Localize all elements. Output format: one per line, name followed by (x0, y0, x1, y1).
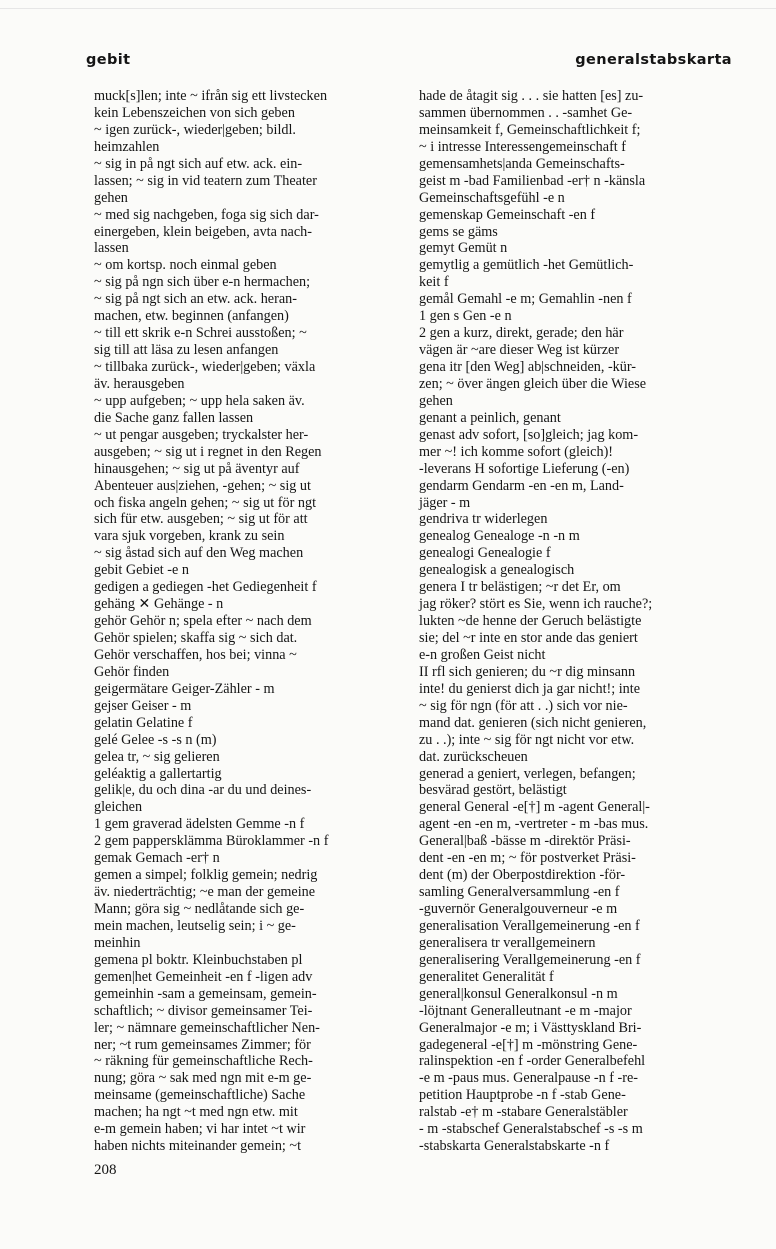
dictionary-line: 2 gen a kurz, direkt, gerade; den här (419, 325, 624, 342)
dictionary-line: Gehör verschaffen, hos bei; vinna ~ (94, 646, 297, 663)
dictionary-line: gemena pl boktr. Kleinbuchstaben pl (94, 951, 303, 968)
dictionary-line: dat. zurückscheuen (419, 748, 528, 765)
dictionary-line: dent -en -en m; ~ för postverket Präsi- (419, 850, 636, 867)
dictionary-line: ~ sig på ngn sich über e-n hermachen; (94, 274, 311, 291)
dictionary-line: ~ igen zurück-, wieder|geben; bildl. (94, 121, 296, 138)
dictionary-line: gleichen (94, 799, 143, 816)
dictionary-line: e-m gemein haben; vi har intet ~t wir (94, 1121, 306, 1138)
dictionary-line: genast adv sofort, [so]gleich; jag kom- (419, 426, 639, 443)
dictionary-line: 1 gen s Gen -e n (419, 308, 512, 325)
dictionary-line: gena itr [den Weg] ab|schneiden, -kür- (419, 359, 637, 375)
page-number: 208 (94, 1162, 117, 1178)
dictionary-line: ~ sig för ngn (för att . .) sich vor nie- (419, 697, 628, 714)
dictionary-line: gemak Gemach -er† n (94, 850, 220, 867)
dictionary-line: besvärad gestört, belästigt (419, 782, 567, 799)
dictionary-line: Gemeinschaftsgefühl -e n (419, 189, 565, 206)
dictionary-line: Abenteuer aus|ziehen, -gehen; ~ sig ut (94, 477, 311, 494)
dictionary-line: general|konsul Generalkonsul -n m (419, 985, 618, 1002)
dictionary-line: einergeben, klein beigeben, avta nach- (94, 223, 312, 240)
dictionary-line: -guvernör Generalgouverneur -e m (419, 901, 618, 917)
dictionary-line: -stabskarta Generalstabskarte -n f (419, 1138, 610, 1155)
dictionary-line: machen; ha ngt ~t med ngn etw. mit (94, 1104, 298, 1121)
dictionary-line: dent (m) der Oberpostdirektion -för- (419, 867, 626, 884)
left-column (94, 88, 402, 1155)
dictionary-line: ~ sig åstad sich auf den Weg machen (94, 545, 304, 562)
dictionary-line: Gehör finden (94, 663, 170, 680)
dictionary-line: lukten ~de henne der Geruch belästigte (419, 613, 642, 630)
dictionary-line: ~ i intresse Interessengemeinschaft f (419, 138, 627, 155)
dictionary-line: gehör Gehör n; spela efter ~ nach dem (94, 613, 312, 630)
dictionary-line: 1 gem graverad ädelsten Gemme -n f (94, 816, 305, 833)
dictionary-line: die Sache ganz fallen lassen (94, 409, 254, 426)
left-guide-word: gebit (86, 52, 131, 68)
dictionary-line: gemenskap Gemeinschaft -en f (419, 206, 596, 223)
dictionary-line: geist m -bad Familienbad -er† n -känsla (419, 172, 646, 189)
dictionary-line: ~ ut pengar ausgeben; tryckalster her- (94, 426, 309, 443)
dictionary-line: gemeinhin -sam a gemeinsam, gemein- (94, 985, 317, 1002)
dictionary-line: gems se gäms (419, 223, 498, 240)
dictionary-line: gemyt Gemüt n (419, 240, 508, 257)
dictionary-line: ~ om kortsp. noch einmal geben (94, 257, 277, 274)
dictionary-line: generalisera tr verallgemeinern (419, 934, 596, 951)
dictionary-line: ~ sig på ngt sich an etw. ack. heran- (94, 291, 297, 308)
dictionary-line: nung; göra ~ sak med ngn mit e-m ge- (94, 1070, 312, 1087)
dictionary-line: samling Generalversammlung -en f (419, 884, 620, 901)
dictionary-line: gelea tr, ~ sig gelieren (94, 748, 220, 765)
dictionary-line: och fiska angeln gehen; ~ sig ut för ngt (94, 494, 317, 511)
dictionary-line: Mann; göra sig ~ nedlåtande sich ge- (94, 901, 305, 917)
dictionary-line: äv. niederträchtig; ~e man der gemeine (94, 884, 316, 901)
dictionary-line: genealog Genealoge -n -n m (419, 528, 580, 545)
dictionary-line: ~ med sig nachgeben, foga sig sich dar- (94, 206, 319, 223)
dictionary-line: generalisation Verallgemeinerung -en f (419, 917, 640, 934)
dictionary-line: gejser Geiser - m (94, 697, 192, 714)
dictionary-line: ner; ~t rum gemeinsames Zimmer; för (94, 1036, 311, 1053)
dictionary-line: genealogisk a genealogisch (419, 562, 575, 579)
dictionary-line: gemensamhets|anda Gemeinschafts- (419, 155, 625, 172)
dictionary-line: -e m -paus mus. Generalpause -n f -re- (419, 1070, 639, 1087)
dictionary-line: mand dat. genieren (sich nicht genieren, (419, 714, 647, 731)
dictionary-line: gelik|e, du och dina -ar du und deines- (94, 782, 312, 799)
dictionary-line: vara sjuk vorgeben, krank zu sein (94, 528, 285, 545)
dictionary-line: genera I tr belästigen; ~r det Er, om (419, 579, 621, 596)
dictionary-line: gedigen a gediegen -het Gediegenheit f (94, 579, 317, 596)
dictionary-line: gemen|het Gemeinheit -en f -ligen adv (94, 968, 313, 985)
dictionary-line: agent -en -en m, -vertreter - m -bas mus. (419, 816, 649, 833)
dictionary-line: ~ till ett skrik e-n Schrei ausstoßen; ~ (94, 325, 307, 342)
dictionary-line: zu . .); inte ~ sig för ngt nicht vor etw. (419, 731, 635, 748)
dictionary-line: muck[s]len; inte ~ ifrån sig ett livstecken (94, 88, 328, 104)
dictionary-line: sich für etw. ausgeben; ~ sig ut för att (94, 511, 308, 528)
dictionary-line: geigermätare Geiger-Zähler - m (94, 680, 275, 697)
dictionary-line: gelatin Gelatine f (94, 714, 193, 731)
dictionary-line: generad a geniert, verlegen, befangen; (419, 765, 636, 782)
dictionary-line: ler; ~ nämnare gemeinschaftlicher Nen- (94, 1019, 320, 1036)
dictionary-line: ralinspektion -en f -order Generalbefehl (419, 1053, 646, 1070)
dictionary-line: ~ tillbaka zurück-, wieder|geben; växla (94, 359, 316, 375)
dictionary-line: -leverans H sofortige Lieferung (-en) (419, 460, 630, 477)
top-rule (0, 8, 776, 9)
dictionary-line: gendriva tr widerlegen (419, 511, 548, 528)
dictionary-line: ~ upp aufgeben; ~ upp hela saken äv. (94, 392, 305, 409)
dictionary-line: mer ~! ich komme sofort (gleich)! (419, 443, 614, 460)
dictionary-line: sie; del ~r inte en stor ande das geniert (419, 630, 638, 646)
dictionary-line: ausgeben; ~ sig ut i regnet in den Regen (94, 443, 322, 460)
dictionary-line: kein Lebenszeichen von sich geben (94, 104, 295, 121)
dictionary-line: machen, etw. beginnen (anfangen) (94, 308, 289, 325)
dictionary-line: jäger - m (419, 494, 471, 511)
dictionary-line: General|baß -bässe m -direktör Präsi- (419, 833, 631, 850)
dictionary-line: gelé Gelee -s -s n (m) (94, 731, 217, 748)
dictionary-line: gebit Gebiet -e n (94, 562, 189, 579)
dictionary-line: heimzahlen (94, 138, 160, 155)
dictionary-line: gemen a simpel; folklig gemein; nedrig (94, 867, 318, 884)
dictionary-line: -löjtnant Generalleutnant -e m -major (419, 1002, 632, 1019)
dictionary-line: Generalmajor -e m; i Västtyskland Bri- (419, 1019, 642, 1036)
dictionary-line: vägen är ~are dieser Weg ist kürzer (419, 342, 620, 359)
dictionary-line: sammen übernommen . . -samhet Ge- (419, 104, 633, 121)
dictionary-line: e-n großen Geist nicht (419, 646, 546, 663)
dictionary-line: ralstab -e† m -stabare Generalstäbler (419, 1104, 628, 1121)
dictionary-line: haben nichts miteinander gemein; ~t (94, 1138, 302, 1155)
dictionary-line: zen; ~ över ängen gleich über die Wiese (419, 375, 647, 392)
dictionary-line: hade de åtagit sig . . . sie hatten [es] zu- (419, 88, 644, 104)
dictionary-line: - m -stabschef Generalstabschef -s -s m (419, 1121, 643, 1138)
dictionary-line: mein machen, leutselig sein; i ~ ge- (94, 917, 296, 934)
dictionary-line: gemytlig a gemütlich -het Gemütlich- (419, 257, 634, 274)
dictionary-line: genealogi Genealogie f (419, 545, 551, 562)
dictionary-line: petition Hauptprobe -n f -stab Gene- (419, 1087, 626, 1104)
dictionary-line: genant a peinlich, genant (419, 409, 561, 426)
dictionary-line: meinsamkeit f, Gemeinschaftlichkeit f; (419, 121, 641, 138)
dictionary-line: lassen; ~ sig in vid teatern zum Theater (94, 172, 317, 189)
right-guide-word: generalstabskarta (575, 52, 732, 68)
dictionary-line: schaftlich; ~ divisor gemeinsamer Tei- (94, 1002, 313, 1019)
dictionary-line: lassen (94, 240, 129, 257)
dictionary-line: Gehör spielen; skaffa sig ~ sich dat. (94, 630, 298, 646)
dictionary-line: gemål Gemahl -e m; Gemahlin -nen f (419, 291, 632, 308)
dictionary-line: gehäng ✕ Gehänge - n (94, 596, 224, 613)
dictionary-line: äv. herausgeben (94, 375, 185, 392)
dictionary-line: ~ räkning für gemeinschaftliche Rech- (94, 1053, 313, 1070)
dictionary-line: hinausgehen; ~ sig ut på äventyr auf (94, 460, 300, 477)
dictionary-line: general General -e[†] m -agent General|- (419, 799, 650, 816)
dictionary-line: 2 gem pappersklämma Büroklammer -n f (94, 833, 329, 850)
dictionary-line: II rfl sich genieren; du ~r dig minsann (419, 663, 636, 680)
dictionary-line: gehen (419, 392, 453, 409)
right-column (419, 88, 737, 1155)
dictionary-line: generalitet Generalität f (419, 968, 554, 985)
dictionary-line: generalisering Verallgemeinerung -en f (419, 951, 641, 968)
dictionary-line: sig till att läsa zu lesen anfangen (94, 342, 279, 359)
dictionary-line: keit f (419, 274, 449, 291)
dictionary-line: inte! du genierst dich ja gar nicht!; inte (419, 680, 641, 697)
dictionary-line: meinhin (94, 934, 141, 951)
dictionary-line: gadegeneral -e[†] m -mönstring Gene- (419, 1036, 638, 1053)
dictionary-line: geléaktig a gallertartig (94, 765, 222, 782)
dictionary-line: jag röker? stört es Sie, wenn ich rauche?; (419, 596, 653, 613)
dictionary-line: meinsame (gemeinschaftliche) Sache (94, 1087, 306, 1104)
dictionary-line: ~ sig in på ngt sich auf etw. ack. ein- (94, 155, 303, 172)
dictionary-line: gehen (94, 189, 128, 206)
dictionary-line: gendarm Gendarm -en -en m, Land- (419, 477, 624, 494)
